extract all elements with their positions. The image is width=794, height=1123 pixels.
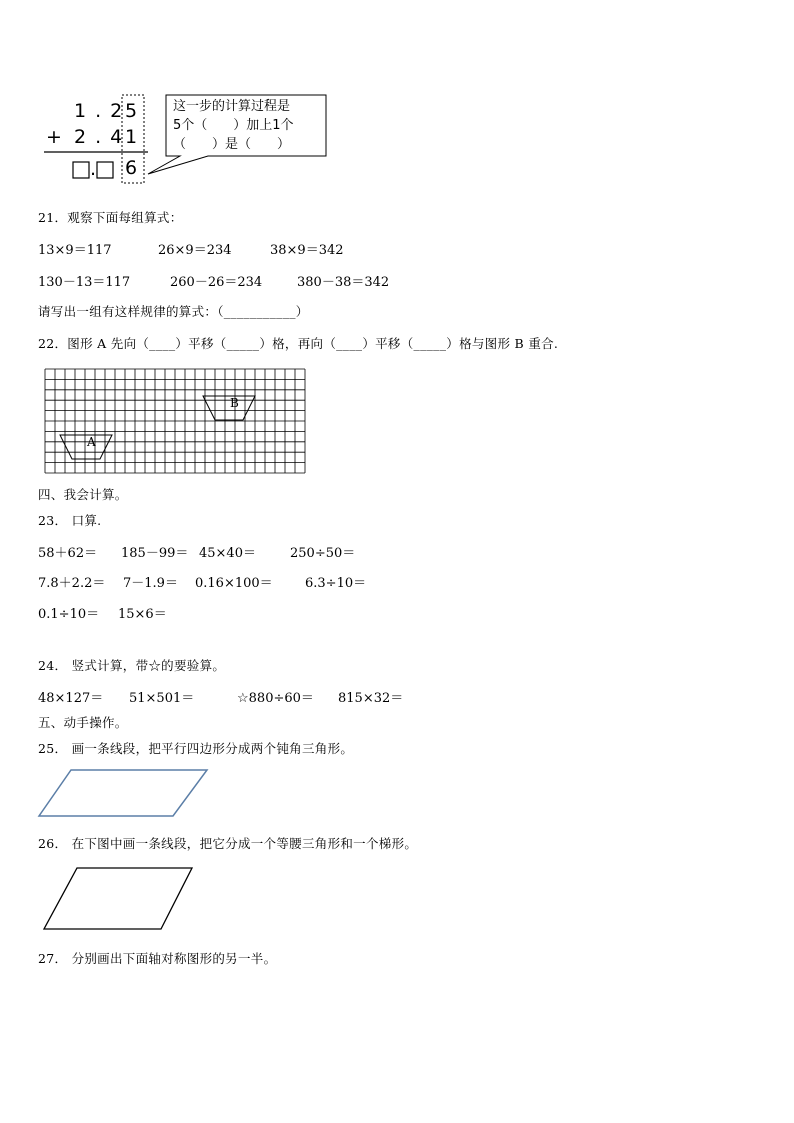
shape-b bbox=[203, 396, 255, 420]
label-a: A bbox=[87, 435, 96, 449]
q21-row2-item3: 380－38＝342 bbox=[297, 275, 390, 290]
q27-title: 27． 分别画出下面轴对称图形的另一半。 bbox=[38, 951, 277, 966]
q23-r2-c3: 0.16×100＝ bbox=[195, 576, 273, 591]
bubble-line-3: （ ）是（ ） bbox=[173, 137, 291, 152]
q21-prompt: 请写出一组有这样规律的算式：（___________） bbox=[38, 304, 309, 319]
q25-title: 25． 画一条线段，把平行四边形分成两个钝角三角形。 bbox=[38, 741, 354, 756]
q24-c4: 815×32＝ bbox=[338, 691, 404, 706]
q23-r2-c1: 7.8＋2.2＝ bbox=[38, 576, 106, 591]
q23-r1-c2: 185－99＝ bbox=[121, 546, 189, 561]
shape-a bbox=[60, 435, 112, 459]
section-5-heading: 五、动手操作。 bbox=[38, 715, 128, 730]
addend-2: 2.4 bbox=[74, 126, 132, 148]
parallelogram-q26 bbox=[42, 866, 197, 932]
addend-1-hundredths: 5 bbox=[125, 100, 147, 122]
addend-1: 1.2 bbox=[74, 100, 132, 122]
q21-row1-item2: 26×9＝234 bbox=[158, 243, 232, 258]
sum-hundredths: 6 bbox=[125, 157, 147, 179]
addend-2-hundredths: 1 bbox=[125, 126, 147, 148]
q22-title: 22．图形 A 先向（____）平移（_____）格，再向（____）平移（_____）格与图形 B 重合. bbox=[38, 336, 559, 351]
parallelogram-q25 bbox=[36, 766, 211, 820]
label-b: B bbox=[230, 396, 239, 410]
q24-c1: 48×127＝ bbox=[38, 691, 104, 706]
plus-sign: + bbox=[46, 126, 71, 148]
sum-decimal-point: . bbox=[90, 158, 106, 180]
q23-r3-c2: 15×6＝ bbox=[118, 607, 167, 622]
q21-row1-item3: 38×9＝342 bbox=[270, 243, 344, 258]
q23-r1-c4: 250÷50＝ bbox=[290, 546, 356, 561]
speech-bubble-text bbox=[173, 97, 294, 154]
translation-grid bbox=[44, 368, 310, 474]
q23-r2-c2: 7－1.9＝ bbox=[123, 576, 178, 591]
q24-c2: 51×501＝ bbox=[129, 691, 195, 706]
bubble-line-1: 这一步的计算过程是 bbox=[173, 99, 291, 114]
q24-title: 24． 竖式计算，带☆的要验算。 bbox=[38, 658, 226, 673]
q21-row2-item2: 260－26＝234 bbox=[170, 275, 263, 290]
q24-c3: ☆880÷60＝ bbox=[237, 691, 314, 706]
q21-row2-item1: 130－13＝117 bbox=[38, 275, 131, 290]
q21-title: 21．观察下面每组算式： bbox=[38, 210, 183, 225]
section-4-heading: 四、我会计算。 bbox=[38, 487, 128, 502]
q21-row1-item1: 13×9＝117 bbox=[38, 243, 112, 258]
q23-r3-c1: 0.1÷10＝ bbox=[38, 607, 100, 622]
q23-r1-c3: 45×40＝ bbox=[199, 546, 256, 561]
q23-r1-c1: 58＋62＝ bbox=[38, 546, 98, 561]
q23-title: 23． 口算. bbox=[38, 513, 102, 528]
bubble-line-2: 5个（ ）加上1个 bbox=[173, 118, 294, 133]
q23-r2-c4: 6.3÷10＝ bbox=[305, 576, 367, 591]
q26-title: 26． 在下图中画一条线段，把它分成一个等腰三角形和一个梯形。 bbox=[38, 836, 418, 851]
